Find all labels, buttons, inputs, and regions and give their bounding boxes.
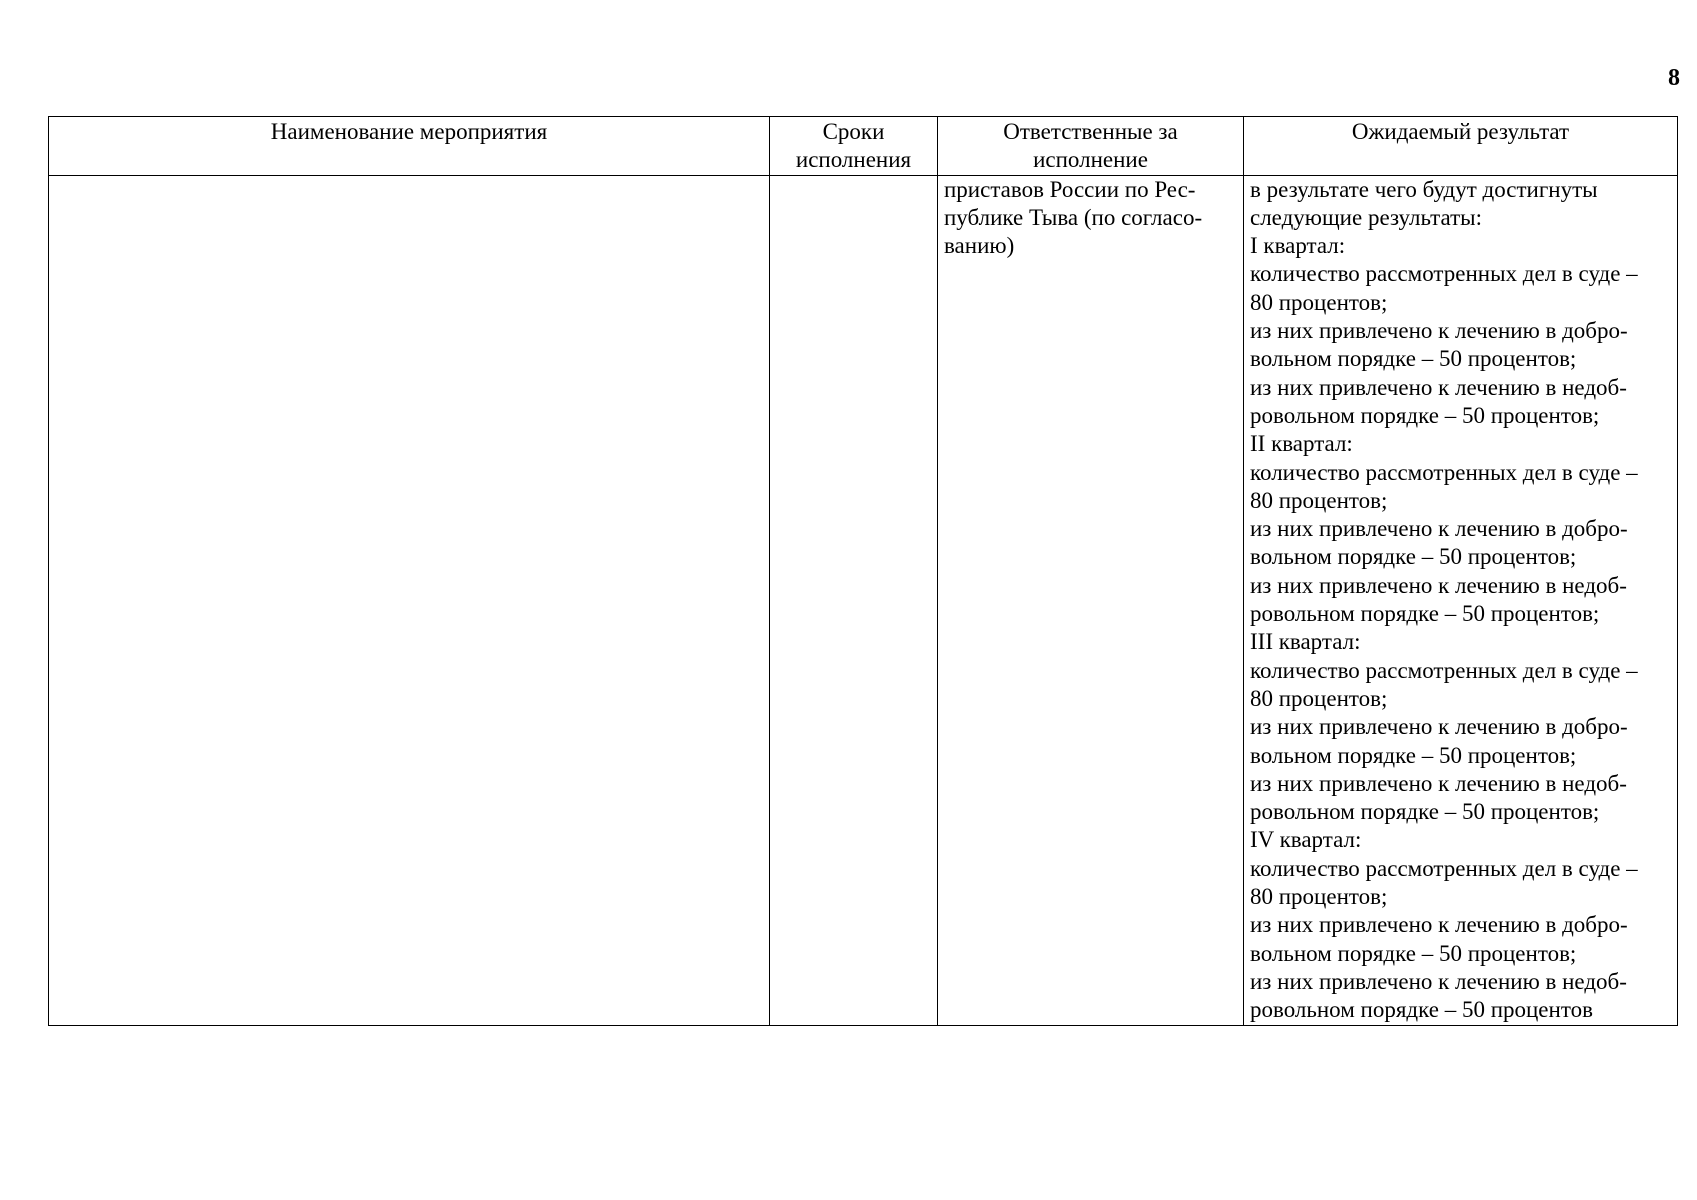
result-line: ровольном порядке – 50 процентов;: [1250, 402, 1600, 428]
responsible-line: ванию): [944, 233, 1015, 259]
result-line: из них привлечено к лечению в добро-: [1250, 318, 1628, 344]
header-responsible-line: исполнение: [1033, 147, 1148, 173]
result-line: количество рассмотренных дел в суде –: [1250, 855, 1638, 881]
header-responsible: [938, 117, 1244, 176]
table-header-row: [49, 117, 1678, 176]
page-number: 8: [1668, 65, 1680, 91]
result-line: 80 процентов;: [1250, 884, 1388, 910]
result-line: из них привлечено к лечению в добро-: [1250, 516, 1628, 542]
result-line: 80 процентов;: [1250, 487, 1388, 513]
result-line: из них привлечено к лечению в добро-: [1250, 912, 1628, 938]
result-line: следующие результаты:: [1250, 204, 1482, 230]
result-line: из них привлечено к лечению в недоб-: [1250, 968, 1627, 994]
result-line: количество рассмотренных дел в суде –: [1250, 657, 1638, 683]
result-line: I квартал:: [1250, 233, 1346, 259]
result-line: II квартал:: [1250, 431, 1353, 457]
cell-expected-result: [1244, 175, 1678, 1025]
result-line: IV квартал:: [1250, 827, 1362, 853]
result-line: из них привлечено к лечению в добро-: [1250, 714, 1628, 740]
result-line: количество рассмотренных дел в суде –: [1250, 261, 1638, 287]
result-line: ровольном порядке – 50 процентов;: [1250, 601, 1600, 627]
result-line: вольном порядке – 50 процентов;: [1250, 742, 1577, 768]
result-line: из них привлечено к лечению в недоб-: [1250, 374, 1627, 400]
header-measure-name: [49, 117, 770, 176]
measures-table: [48, 116, 1678, 1026]
responsible-line: приставов России по Рес-: [944, 176, 1196, 202]
cell-deadline: [770, 175, 938, 1025]
header-measure-name-text: Наименование мероприятия: [270, 119, 548, 144]
result-line: вольном порядке – 50 процентов;: [1250, 544, 1577, 570]
header-deadline: [770, 117, 938, 176]
result-line: ровольном порядке – 50 процентов: [1250, 997, 1593, 1023]
header-deadline-line: исполнения: [795, 147, 912, 173]
cell-responsible: [938, 175, 1244, 1025]
cell-measure-name: [49, 175, 770, 1025]
result-line: вольном порядке – 50 процентов;: [1250, 940, 1577, 966]
responsible-line: публике Тыва (по согласо-: [944, 204, 1203, 230]
result-line: из них привлечено к лечению в недоб-: [1250, 770, 1627, 796]
result-line: 80 процентов;: [1250, 685, 1388, 711]
result-line: вольном порядке – 50 процентов;: [1250, 346, 1577, 372]
header-expected-result: [1244, 117, 1678, 176]
result-line: 80 процентов;: [1250, 289, 1388, 315]
result-line: из них привлечено к лечению в недоб-: [1250, 572, 1627, 598]
result-line: количество рассмотренных дел в суде –: [1250, 459, 1638, 485]
header-responsible-line: Ответственные за: [1003, 119, 1178, 144]
result-line: III квартал:: [1250, 629, 1361, 655]
table-row: [49, 175, 1678, 1025]
result-line: ровольном порядке – 50 процентов;: [1250, 799, 1600, 825]
header-expected-result-text: Ожидаемый результат: [1351, 119, 1570, 144]
header-deadline-line: Сроки: [822, 119, 885, 144]
result-line: в результате чего будут достигнуты: [1250, 176, 1598, 202]
